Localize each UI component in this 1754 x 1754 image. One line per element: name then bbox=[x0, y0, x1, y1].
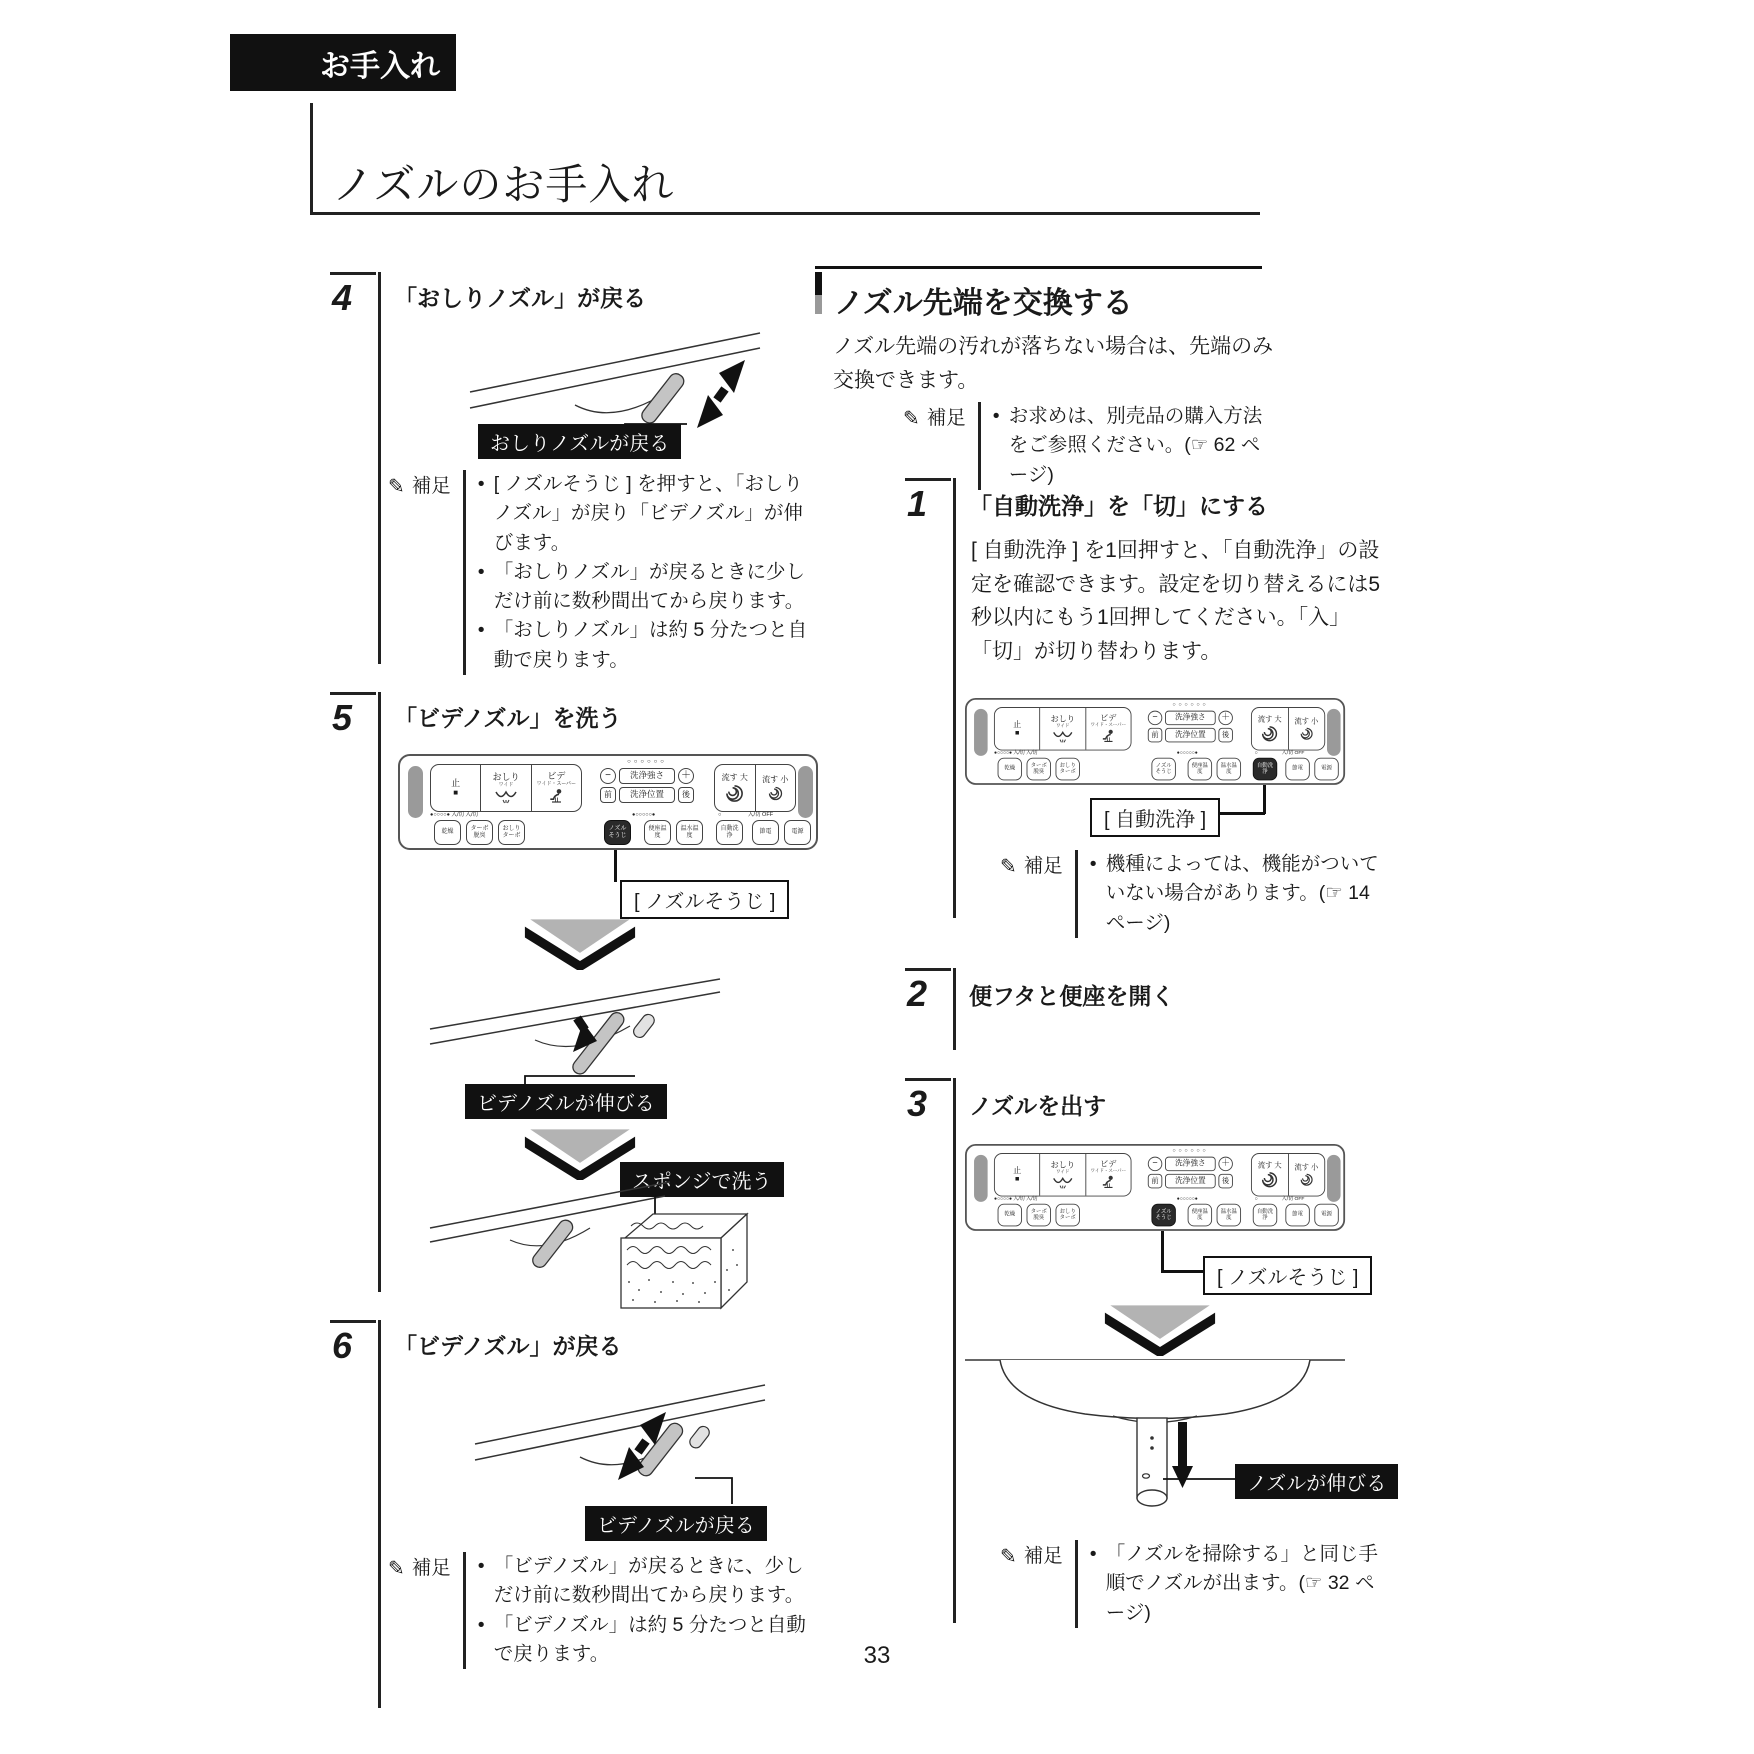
oshiri-wash-button[interactable]: おしり ワイド bbox=[1040, 708, 1086, 750]
page-title: ノズルのお手入れ bbox=[332, 161, 675, 208]
position-row bbox=[1137, 1174, 1244, 1188]
step-title: ノズルを出す bbox=[969, 1093, 1107, 1119]
bidet-wash-button[interactable]: ビデ ワイド・スーパー bbox=[1086, 708, 1131, 750]
pencil-icon: ✎ bbox=[1000, 856, 1017, 878]
spray-icon bbox=[494, 789, 518, 804]
indicator-auto: ○ bbox=[718, 811, 722, 818]
bidet-person-icon bbox=[548, 788, 565, 805]
remote-button-seat-temp[interactable]: 便座温度 bbox=[1188, 1204, 1212, 1227]
strength-label: 洗浄強さ bbox=[1165, 1157, 1216, 1171]
flush-button-group bbox=[1251, 1153, 1325, 1196]
remote-button-power[interactable]: 電源 bbox=[784, 820, 811, 845]
position-label: 洗浄位置 bbox=[1165, 1174, 1216, 1188]
remote-panel bbox=[965, 698, 1345, 785]
note-block bbox=[1000, 850, 1385, 938]
note-label: ✎ 補足 bbox=[1000, 1540, 1063, 1572]
position-label: 洗浄位置 bbox=[1165, 728, 1216, 742]
stop-button[interactable]: 止 ■ bbox=[995, 708, 1041, 750]
step-number: 6 bbox=[330, 1320, 376, 1375]
remote-control-panel bbox=[965, 698, 1345, 785]
indicator-right: 入/切 OFF bbox=[1281, 1196, 1305, 1202]
strength-label: 洗浄強さ bbox=[1165, 711, 1216, 725]
note-label: ✎ 補足 bbox=[903, 402, 966, 434]
indicator-mid: ●○○○○○● bbox=[1176, 1196, 1198, 1202]
indicator-mid: ●○○○○○● bbox=[1176, 750, 1198, 756]
nozzle-return-tag: おしりノズルが戻る bbox=[478, 424, 681, 459]
flush-small-icon bbox=[768, 786, 783, 801]
step-rail bbox=[953, 968, 956, 1050]
step-number: 3 bbox=[905, 1078, 951, 1133]
callout-connector bbox=[614, 850, 617, 882]
flush-small-button[interactable]: 流す 小 bbox=[756, 765, 796, 811]
strength-minus-button[interactable]: − bbox=[1148, 711, 1162, 725]
remote-button-dry[interactable]: 乾燥 bbox=[998, 758, 1022, 781]
step-rail bbox=[953, 1078, 956, 1623]
remote-control-panel bbox=[398, 754, 818, 850]
maintenance-tag: お手入れ bbox=[230, 34, 456, 91]
step-2 bbox=[905, 968, 1375, 1058]
note-label: ✎ 補足 bbox=[388, 1552, 451, 1584]
pencil-icon: ✎ bbox=[388, 476, 405, 498]
strength-row bbox=[1137, 711, 1244, 725]
step-4 bbox=[330, 272, 810, 672]
note-list bbox=[978, 402, 1279, 490]
note-item: • お求めは、別売品の購入方法をご参照ください。(☞ 62 ページ) bbox=[992, 405, 1263, 486]
sponge-wash-illustration bbox=[425, 1170, 755, 1320]
step-body: [ 自動洗浄 ] を1回押すと、「自動洗浄」の設定を確認できます。設定を切り替えるには5秒以内にもう1回押してください。「入」「切」が切り替わります。 bbox=[971, 539, 1380, 663]
main-button-group bbox=[994, 1153, 1132, 1196]
remote-button-auto-flush[interactable]: 自動洗浄 bbox=[1253, 758, 1277, 781]
panel-grip-left bbox=[974, 709, 988, 756]
step-title: 「ビデノズル」が戻る bbox=[394, 1333, 622, 1359]
step-rail bbox=[953, 478, 956, 918]
flush-large-button[interactable]: 流す 大 bbox=[715, 765, 756, 811]
note-block bbox=[1000, 1540, 1385, 1628]
note-list bbox=[1075, 1540, 1385, 1628]
panel-grip-right bbox=[1327, 1155, 1341, 1202]
remote-button-nozzle-clean[interactable]: ノズルそうじ bbox=[1151, 758, 1175, 781]
remote-button-seat-temp[interactable]: 便座温度 bbox=[644, 820, 671, 845]
indicator-dots: ○○○○○○ bbox=[627, 759, 667, 765]
section-rule bbox=[815, 266, 1262, 269]
bidet-return-tag: ビデノズルが戻る bbox=[585, 1506, 767, 1541]
remote-button-oshiri-turbo[interactable]: おしりターボ bbox=[1056, 1204, 1080, 1227]
main-button-group bbox=[994, 707, 1132, 750]
indicator-right: 入/切 OFF bbox=[1281, 750, 1305, 756]
flush-small-icon bbox=[1300, 727, 1314, 741]
bidet-wash-button[interactable]: ビデ ワイド・スーパー bbox=[532, 765, 581, 811]
indicator-mid: ●○○○○○● bbox=[632, 811, 656, 818]
remote-button-nozzle-clean[interactable]: ノズルそうじ bbox=[1151, 1204, 1175, 1227]
remote-button-turbo-deo[interactable]: ターボ脱臭 bbox=[1027, 758, 1051, 781]
title-rule bbox=[310, 212, 1260, 215]
note-item: • 「ビデノズル」は約 5 分たつと自動で戻ります。 bbox=[477, 1613, 806, 1665]
bidet-person-icon bbox=[1101, 728, 1116, 743]
strength-row bbox=[1137, 1157, 1244, 1171]
note-list bbox=[1075, 850, 1385, 938]
indicator-dots: ○○○○○○ bbox=[1172, 1148, 1209, 1154]
position-back-button[interactable]: 後 bbox=[678, 787, 694, 803]
indicator-left: ●○○○○● 入/切 入/切 bbox=[993, 1196, 1038, 1202]
position-front-button[interactable]: 前 bbox=[600, 787, 616, 803]
flush-large-icon bbox=[725, 784, 744, 803]
flush-small-button[interactable]: 流す 小 bbox=[1289, 708, 1325, 750]
remote-button-power[interactable]: 電源 bbox=[1314, 758, 1338, 781]
remote-button-water-temp[interactable]: 温水温度 bbox=[1217, 758, 1241, 781]
flush-button-group bbox=[714, 764, 796, 812]
indicator-left: ●○○○○● 入/切 入/切 bbox=[993, 750, 1038, 756]
main-button-group bbox=[430, 764, 582, 812]
callout-connector bbox=[1161, 1270, 1203, 1273]
remote-button-dry[interactable]: 乾燥 bbox=[998, 1204, 1022, 1227]
position-back-button[interactable]: 後 bbox=[1218, 1174, 1232, 1188]
note-block bbox=[388, 1552, 812, 1669]
panel-grip-left bbox=[408, 766, 423, 818]
step-rail bbox=[378, 1320, 381, 1708]
position-front-button[interactable]: 前 bbox=[1148, 728, 1162, 742]
remote-button-seat-temp[interactable]: 便座温度 bbox=[1188, 758, 1212, 781]
step-number: 2 bbox=[905, 968, 951, 1023]
note-item: • 「ノズルを掃除する」と同じ手順でノズルが出ます。(☞ 32 ページ) bbox=[1089, 1543, 1379, 1624]
position-back-button[interactable]: 後 bbox=[1218, 728, 1232, 742]
strength-plus-button[interactable]: ＋ bbox=[1218, 1157, 1232, 1171]
wash-adjust-group bbox=[1137, 703, 1244, 743]
remote-button-power[interactable]: 電源 bbox=[1314, 1204, 1338, 1227]
nozzle-clean-callout: [ ノズルそうじ ] bbox=[1203, 1256, 1372, 1295]
remote-button-nozzle-clean[interactable]: ノズルそうじ bbox=[604, 820, 631, 845]
title-rail bbox=[310, 103, 313, 213]
nozzle-extend-tag: ノズルが伸びる bbox=[1235, 1464, 1398, 1499]
auto-flush-callout: [ 自動洗浄 ] bbox=[1090, 798, 1220, 837]
step-title: 「おしりノズル」が戻る bbox=[394, 285, 647, 311]
note-label: ✎ 補足 bbox=[1000, 850, 1063, 882]
step-3 bbox=[905, 1078, 1387, 1638]
panel-grip-right bbox=[798, 766, 813, 818]
position-row bbox=[588, 787, 706, 803]
stop-icon: ■ bbox=[1014, 1174, 1020, 1183]
note-list bbox=[463, 1552, 812, 1669]
wash-adjust-group bbox=[588, 759, 706, 803]
oshiri-wash-button[interactable]: おしり ワイド bbox=[481, 765, 531, 811]
note-label: ✎ 補足 bbox=[388, 470, 451, 502]
strength-plus-button[interactable]: ＋ bbox=[678, 768, 694, 784]
note-item: • 「おしりノズル」が戻るときに少しだけ前に数秒間出てから戻ります。 bbox=[477, 560, 806, 612]
step-number: 1 bbox=[905, 478, 951, 533]
spray-icon bbox=[1052, 729, 1074, 743]
remote-button-dry[interactable]: 乾燥 bbox=[434, 820, 461, 845]
bidet-person-icon bbox=[1101, 1174, 1116, 1189]
indicator-auto: ○ bbox=[1254, 750, 1258, 756]
step-title: 「ビデノズル」を洗う bbox=[394, 705, 622, 731]
position-label: 洗浄位置 bbox=[619, 787, 675, 803]
strength-minus-button[interactable]: − bbox=[1148, 1157, 1162, 1171]
remote-control-panel bbox=[965, 1144, 1345, 1231]
flush-large-button[interactable]: 流す 大 bbox=[1252, 708, 1289, 750]
step-rail bbox=[378, 692, 381, 1292]
strength-plus-button[interactable]: ＋ bbox=[1218, 711, 1232, 725]
remote-button-turbo-deo[interactable]: ターボ脱臭 bbox=[1027, 1204, 1051, 1227]
step-rail bbox=[378, 272, 381, 664]
wash-adjust-group bbox=[1137, 1149, 1244, 1189]
flush-small-button[interactable]: 流す 小 bbox=[1289, 1154, 1325, 1196]
step-1 bbox=[905, 478, 1380, 958]
remote-button-water-temp[interactable]: 温水温度 bbox=[676, 820, 703, 845]
indicator-auto: ○ bbox=[1254, 1196, 1258, 1202]
position-front-button[interactable]: 前 bbox=[1148, 1174, 1162, 1188]
flush-small-icon bbox=[1300, 1173, 1314, 1187]
stop-icon: ■ bbox=[1014, 728, 1020, 737]
note-item: • 「ビデノズル」が戻るときに、少しだけ前に数秒間出てから戻ります。 bbox=[477, 1555, 805, 1607]
flush-large-icon bbox=[1261, 1171, 1278, 1188]
stop-button[interactable]: 止 ■ bbox=[995, 1154, 1041, 1196]
indicator-left: ●○○○○● 入/切 入/切 bbox=[430, 811, 479, 818]
remote-panel bbox=[965, 1144, 1345, 1231]
bidet-wash-button[interactable]: ビデ ワイド・スーパー bbox=[1086, 1154, 1131, 1196]
sponge-wash-tag: スポンジで洗う bbox=[620, 1162, 784, 1197]
remote-button-auto-flush[interactable]: 自動洗浄 bbox=[716, 820, 743, 845]
section-title: ノズル先端を交換する bbox=[834, 287, 1133, 320]
note-list bbox=[463, 470, 812, 675]
remote-button-eco[interactable]: 節電 bbox=[1285, 1204, 1309, 1227]
step-5 bbox=[330, 692, 820, 1317]
note-block bbox=[903, 402, 1279, 490]
step-number: 4 bbox=[330, 272, 376, 327]
strength-label: 洗浄強さ bbox=[619, 768, 675, 784]
oshiri-wash-button[interactable]: おしり ワイド bbox=[1040, 1154, 1086, 1196]
remote-button-auto-flush[interactable]: 自動洗浄 bbox=[1253, 1204, 1277, 1227]
indicator-dots: ○○○○○○ bbox=[1172, 702, 1209, 708]
section-bar bbox=[815, 272, 822, 314]
strength-minus-button[interactable]: − bbox=[600, 768, 616, 784]
panel-grip-right bbox=[1327, 709, 1341, 756]
pencil-icon: ✎ bbox=[1000, 1546, 1017, 1568]
note-item: • 「おしりノズル」は約 5 分たつと自動で戻ります。 bbox=[477, 619, 808, 671]
remote-button-eco[interactable]: 節電 bbox=[752, 820, 779, 845]
note-item: • 機種によっては、機能がついていない場合があります。(☞ 14 ページ) bbox=[1089, 853, 1379, 934]
step-6 bbox=[330, 1320, 820, 1720]
stop-button[interactable]: 止 ■ bbox=[431, 765, 481, 811]
step-title: 便フタと便座を開く bbox=[969, 983, 1175, 1009]
remote-panel bbox=[398, 754, 818, 850]
bidet-nozzle-extend-illustration bbox=[425, 974, 725, 1086]
pencil-icon: ✎ bbox=[388, 1558, 405, 1580]
nozzle-clean-callout: [ ノズルそうじ ] bbox=[620, 880, 789, 919]
note-item: • [ ノズルそうじ ] を押すと、「おしりノズル」が戻り「ビデノズル」が伸びます。 bbox=[477, 473, 803, 554]
remote-button-eco[interactable]: 節電 bbox=[1285, 758, 1309, 781]
callout-connector bbox=[1263, 785, 1266, 814]
remote-button-oshiri-turbo[interactable]: おしりターボ bbox=[498, 820, 525, 845]
remote-button-oshiri-turbo[interactable]: おしりターボ bbox=[1056, 758, 1080, 781]
step-title: 「自動洗浄」を「切」にする bbox=[969, 493, 1268, 519]
step-number: 5 bbox=[330, 692, 376, 747]
remote-button-water-temp[interactable]: 温水温度 bbox=[1217, 1204, 1241, 1227]
stop-icon: ■ bbox=[453, 788, 459, 797]
bidet-extend-tag: ビデノズルが伸びる bbox=[465, 1084, 667, 1119]
flush-large-button[interactable]: 流す 大 bbox=[1252, 1154, 1289, 1196]
section-intro: ノズル先端の汚れが落ちない場合は、先端のみ交換できます。 bbox=[833, 335, 1274, 392]
indicator-right: 入/切 OFF bbox=[748, 811, 774, 818]
callout-connector bbox=[1161, 1231, 1164, 1272]
spray-icon bbox=[1052, 1175, 1074, 1189]
note-block bbox=[388, 470, 812, 675]
chevron-down-icon bbox=[515, 914, 645, 970]
panel-grip-left bbox=[974, 1155, 988, 1202]
pencil-icon: ✎ bbox=[903, 408, 920, 430]
bidet-nozzle-retract-illustration bbox=[470, 1372, 770, 1507]
flush-large-icon bbox=[1261, 725, 1278, 742]
flush-button-group bbox=[1251, 707, 1325, 750]
remote-button-turbo-deo[interactable]: ターボ脱臭 bbox=[466, 820, 493, 845]
page-number: 33 bbox=[863, 1642, 891, 1669]
position-row bbox=[1137, 728, 1244, 742]
strength-row bbox=[588, 768, 706, 784]
